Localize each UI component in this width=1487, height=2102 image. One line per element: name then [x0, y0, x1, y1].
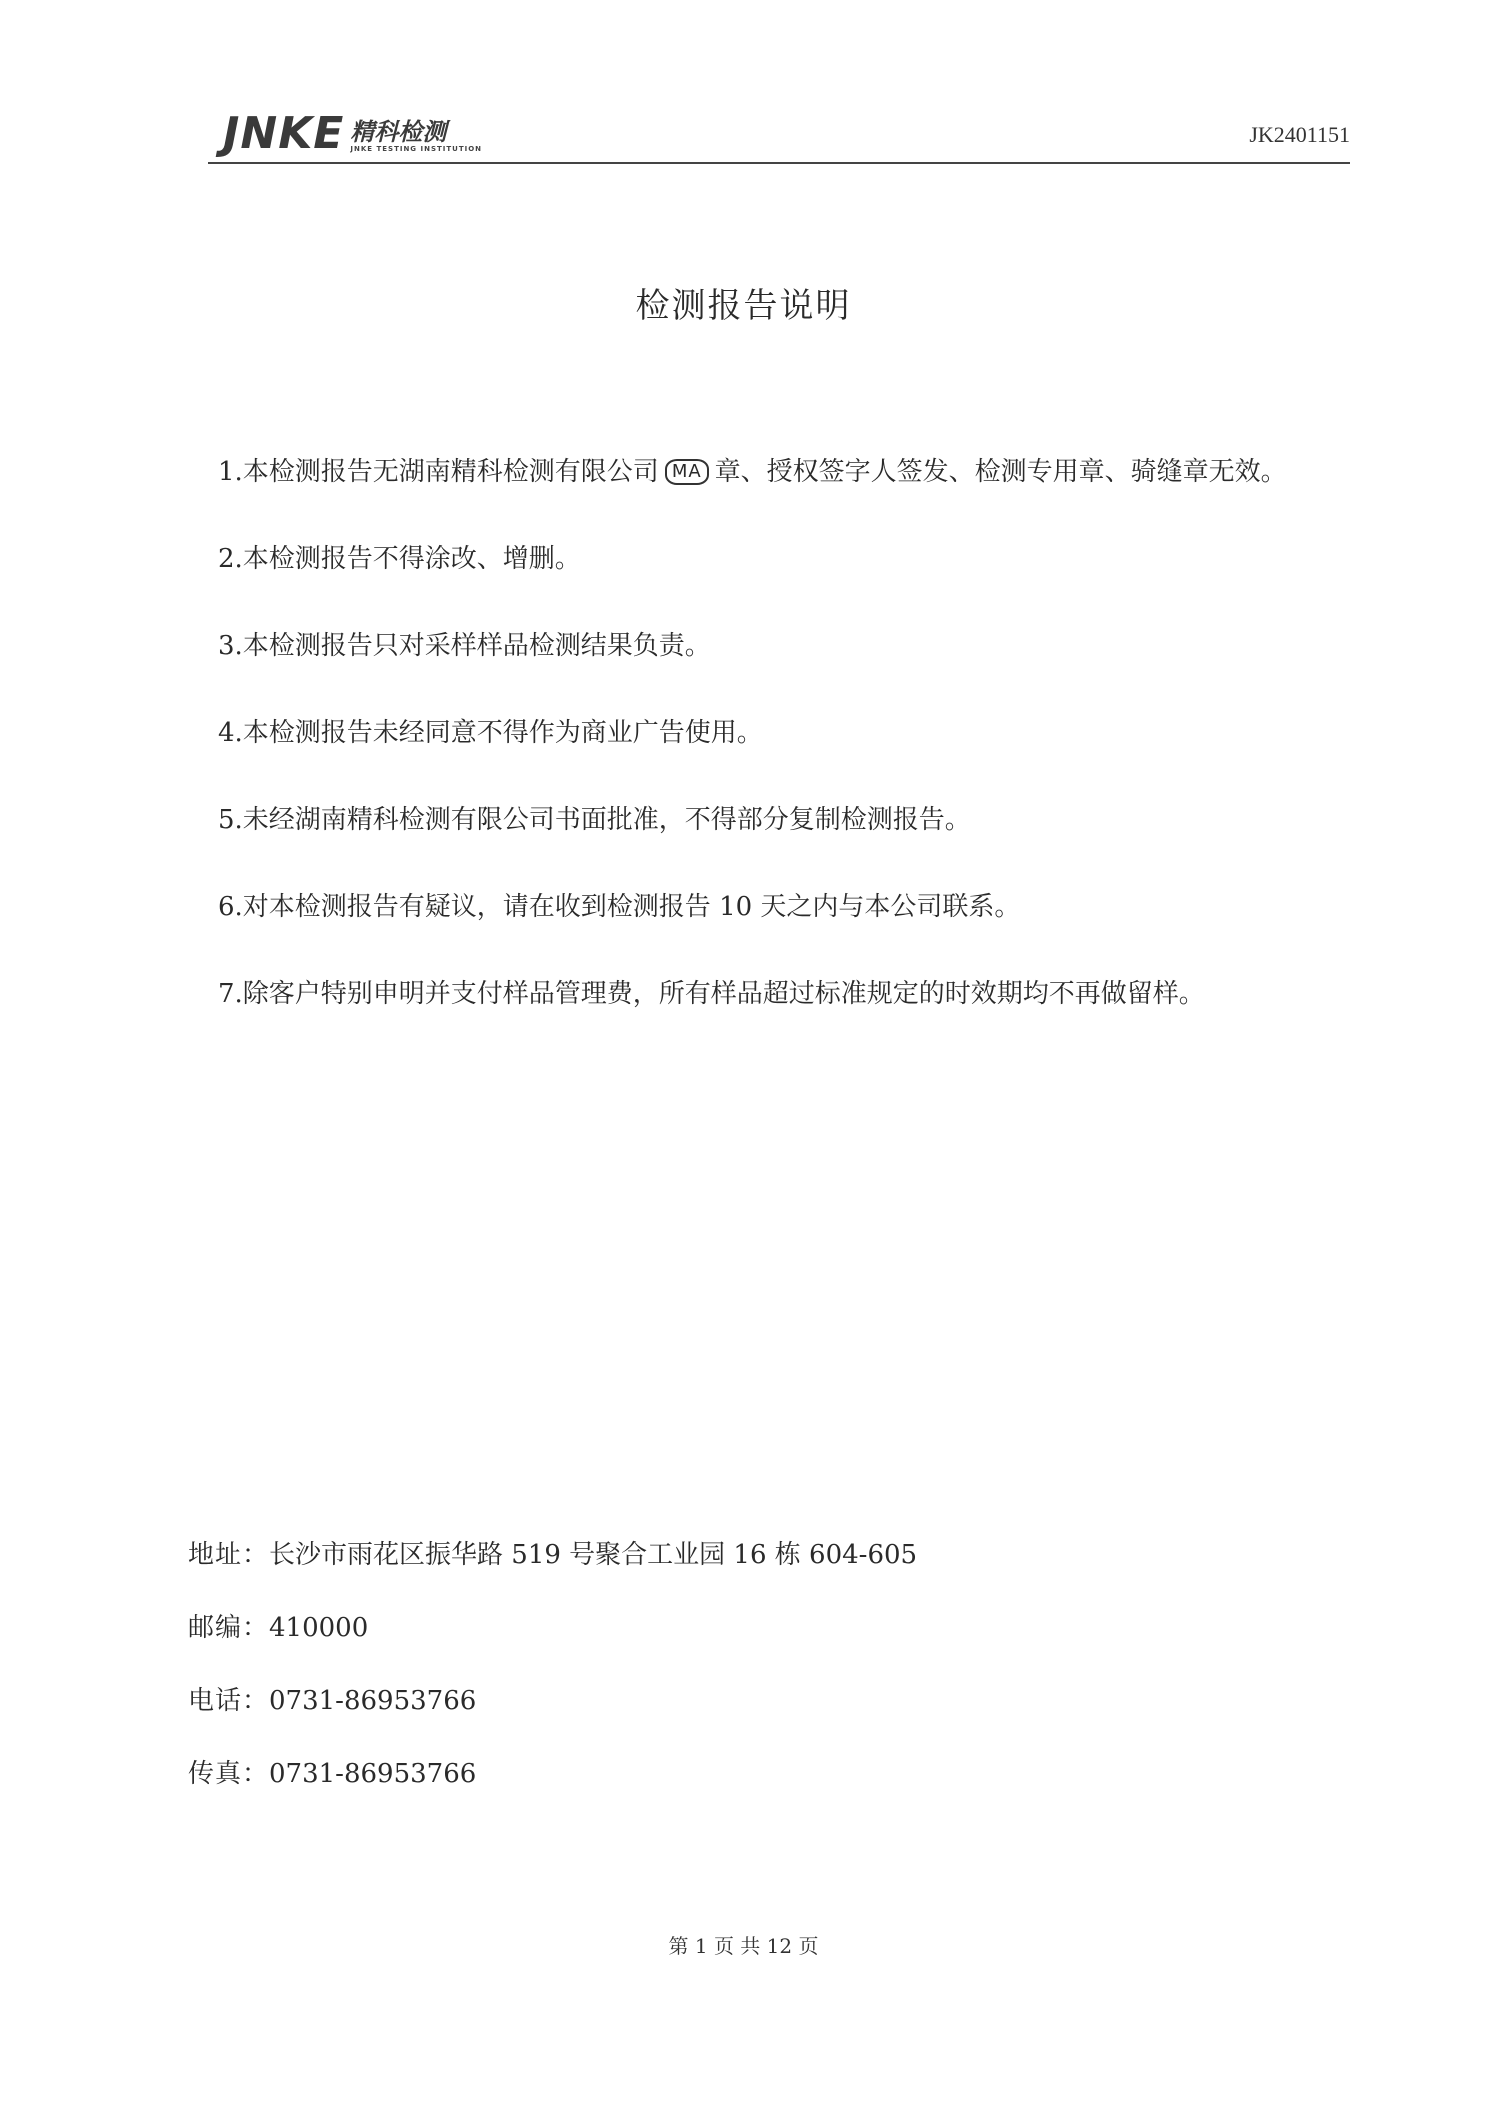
postcode-row: [188, 1610, 917, 1646]
phone-row: [188, 1683, 917, 1719]
notes-list: [218, 448, 1338, 1057]
ma-seal-icon: MA: [665, 459, 709, 485]
address-label: 地址：: [188, 1540, 270, 1570]
note-item-3: 3.本检测报告只对采样样品检测结果负责。: [218, 631, 711, 661]
note-item-5: 5.未经湖南精科检测有限公司书面批准，不得部分复制检测报告。: [218, 805, 971, 835]
note-item-7: 7.除客户特别申明并支付样品管理费，所有样品超过标准规定的时效期均不再做留样。: [218, 979, 1205, 1009]
note-item-1: 1.本检测报告无湖南精科检测有限公司 MA 章、授权签字人签发、检测专用章、骑缝章无效。: [218, 457, 1287, 487]
note-item-6: 6.对本检测报告有疑议，请在收到检测报告 10 天之内与本公司联系。: [218, 892, 1021, 922]
page-header: [208, 100, 1350, 164]
logo-wordmark: JNKE: [223, 108, 345, 159]
logo-chinese-name: 精科检测: [350, 118, 447, 146]
logo-english-name: JNKE TESTING INSTITUTION: [350, 145, 483, 153]
phone-value: 0731-86953766: [269, 1686, 477, 1716]
contact-info: [188, 1537, 917, 1829]
postcode-value: 410000: [269, 1613, 369, 1643]
company-logo: [223, 106, 483, 159]
fax-row: [188, 1756, 917, 1792]
fax-value: 0731-86953766: [269, 1759, 477, 1789]
postcode-label: 邮编：: [188, 1613, 270, 1643]
header-divider: [208, 162, 1350, 164]
page-number: 第 1 页 共 12 页: [668, 1934, 819, 1958]
page-title: 检测报告说明: [635, 286, 852, 326]
phone-label: 电话：: [188, 1686, 270, 1716]
note-item-4: 4.本检测报告未经同意不得作为商业广告使用。: [218, 718, 763, 748]
address-value: 长沙市雨花区振华路 519 号聚合工业园 16 栋 604-605: [269, 1540, 918, 1570]
address-row: [188, 1537, 917, 1573]
fax-label: 传真：: [188, 1759, 270, 1789]
report-number: JK2401151: [1249, 122, 1350, 147]
note-item-2: 2.本检测报告不得涂改、增删。: [218, 544, 581, 574]
